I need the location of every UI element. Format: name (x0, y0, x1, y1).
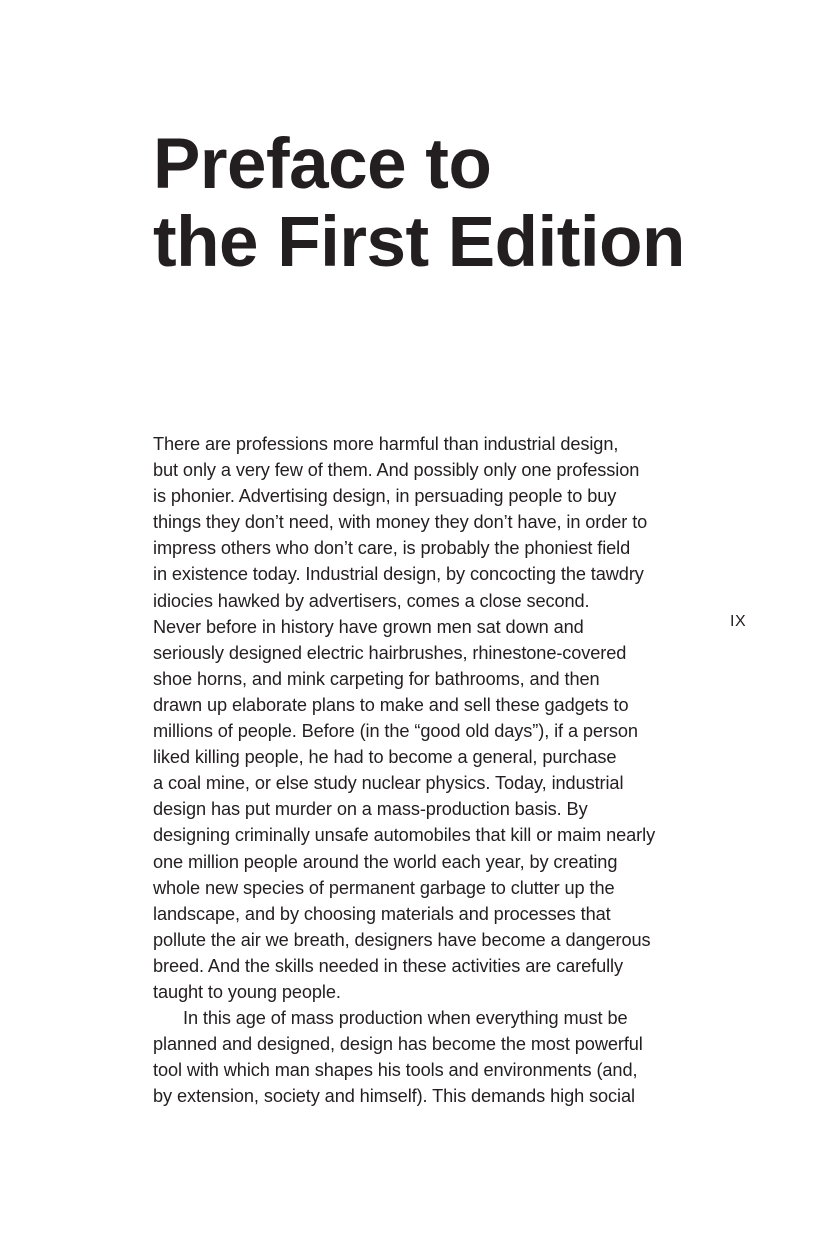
text-line: pollute the air we breath, designers have become a dangerous (153, 929, 651, 950)
text-line: Never before in history have grown men sat down and (153, 616, 584, 637)
page-number: IX (730, 613, 747, 630)
text-line: impress others who don’t care, is probably the phoniest field (153, 538, 631, 559)
text-line: one million people around the world each year, by creating (153, 851, 618, 872)
page-title (153, 126, 753, 282)
text-line: breed. And the skills needed in these activities are carefully (153, 955, 623, 976)
text-line: is phonier. Advertising design, in persuading people to buy (153, 486, 617, 507)
text-line: planned and designed, design has become the most powerful (153, 1034, 643, 1055)
text-line-indented: In this age of mass production when everything must be (183, 1008, 628, 1029)
text-line: by extension, society and himself). This demands high social (153, 1086, 635, 1107)
text-line: designing criminally unsafe automobiles that kill or maim nearly (153, 825, 656, 846)
text-line: things they don’t need, with money they don’t have, in order to (153, 512, 648, 533)
text-line: seriously designed electric hairbrushes, rhinestone-covered (153, 642, 627, 663)
title-line-1: Preface to (153, 125, 492, 204)
text-line: tool with which man shapes his tools and environments (and, (153, 1060, 638, 1081)
text-line: but only a very few of them. And possibly only one profession (153, 460, 640, 481)
text-line: in existence today. Industrial design, by concocting the tawdry (153, 564, 644, 585)
text-line: a coal mine, or else study nuclear physics. Today, industrial (153, 773, 624, 794)
text-line: There are professions more harmful than industrial design, (153, 434, 619, 454)
text-line: shoe horns, and mink carpeting for bathrooms, and then (153, 668, 600, 689)
text-line: design has put murder on a mass-production basis. By (153, 799, 588, 820)
text-line: taught to young people. (153, 981, 341, 1002)
text-line: idiocies hawked by advertisers, comes a close second. (153, 590, 590, 611)
text-line: landscape, and by choosing materials and processes that (153, 903, 611, 924)
title-line-2: the First Edition (153, 203, 685, 282)
text-line: liked killing people, he had to become a general, purchase (153, 747, 617, 768)
body-text (153, 431, 713, 1109)
text-line: drawn up elaborate plans to make and sell these gadgets to (153, 694, 629, 715)
text-line: whole new species of permanent garbage to clutter up the (153, 877, 615, 898)
text-line: millions of people. Before (in the “good old days”), if a person (153, 721, 638, 742)
